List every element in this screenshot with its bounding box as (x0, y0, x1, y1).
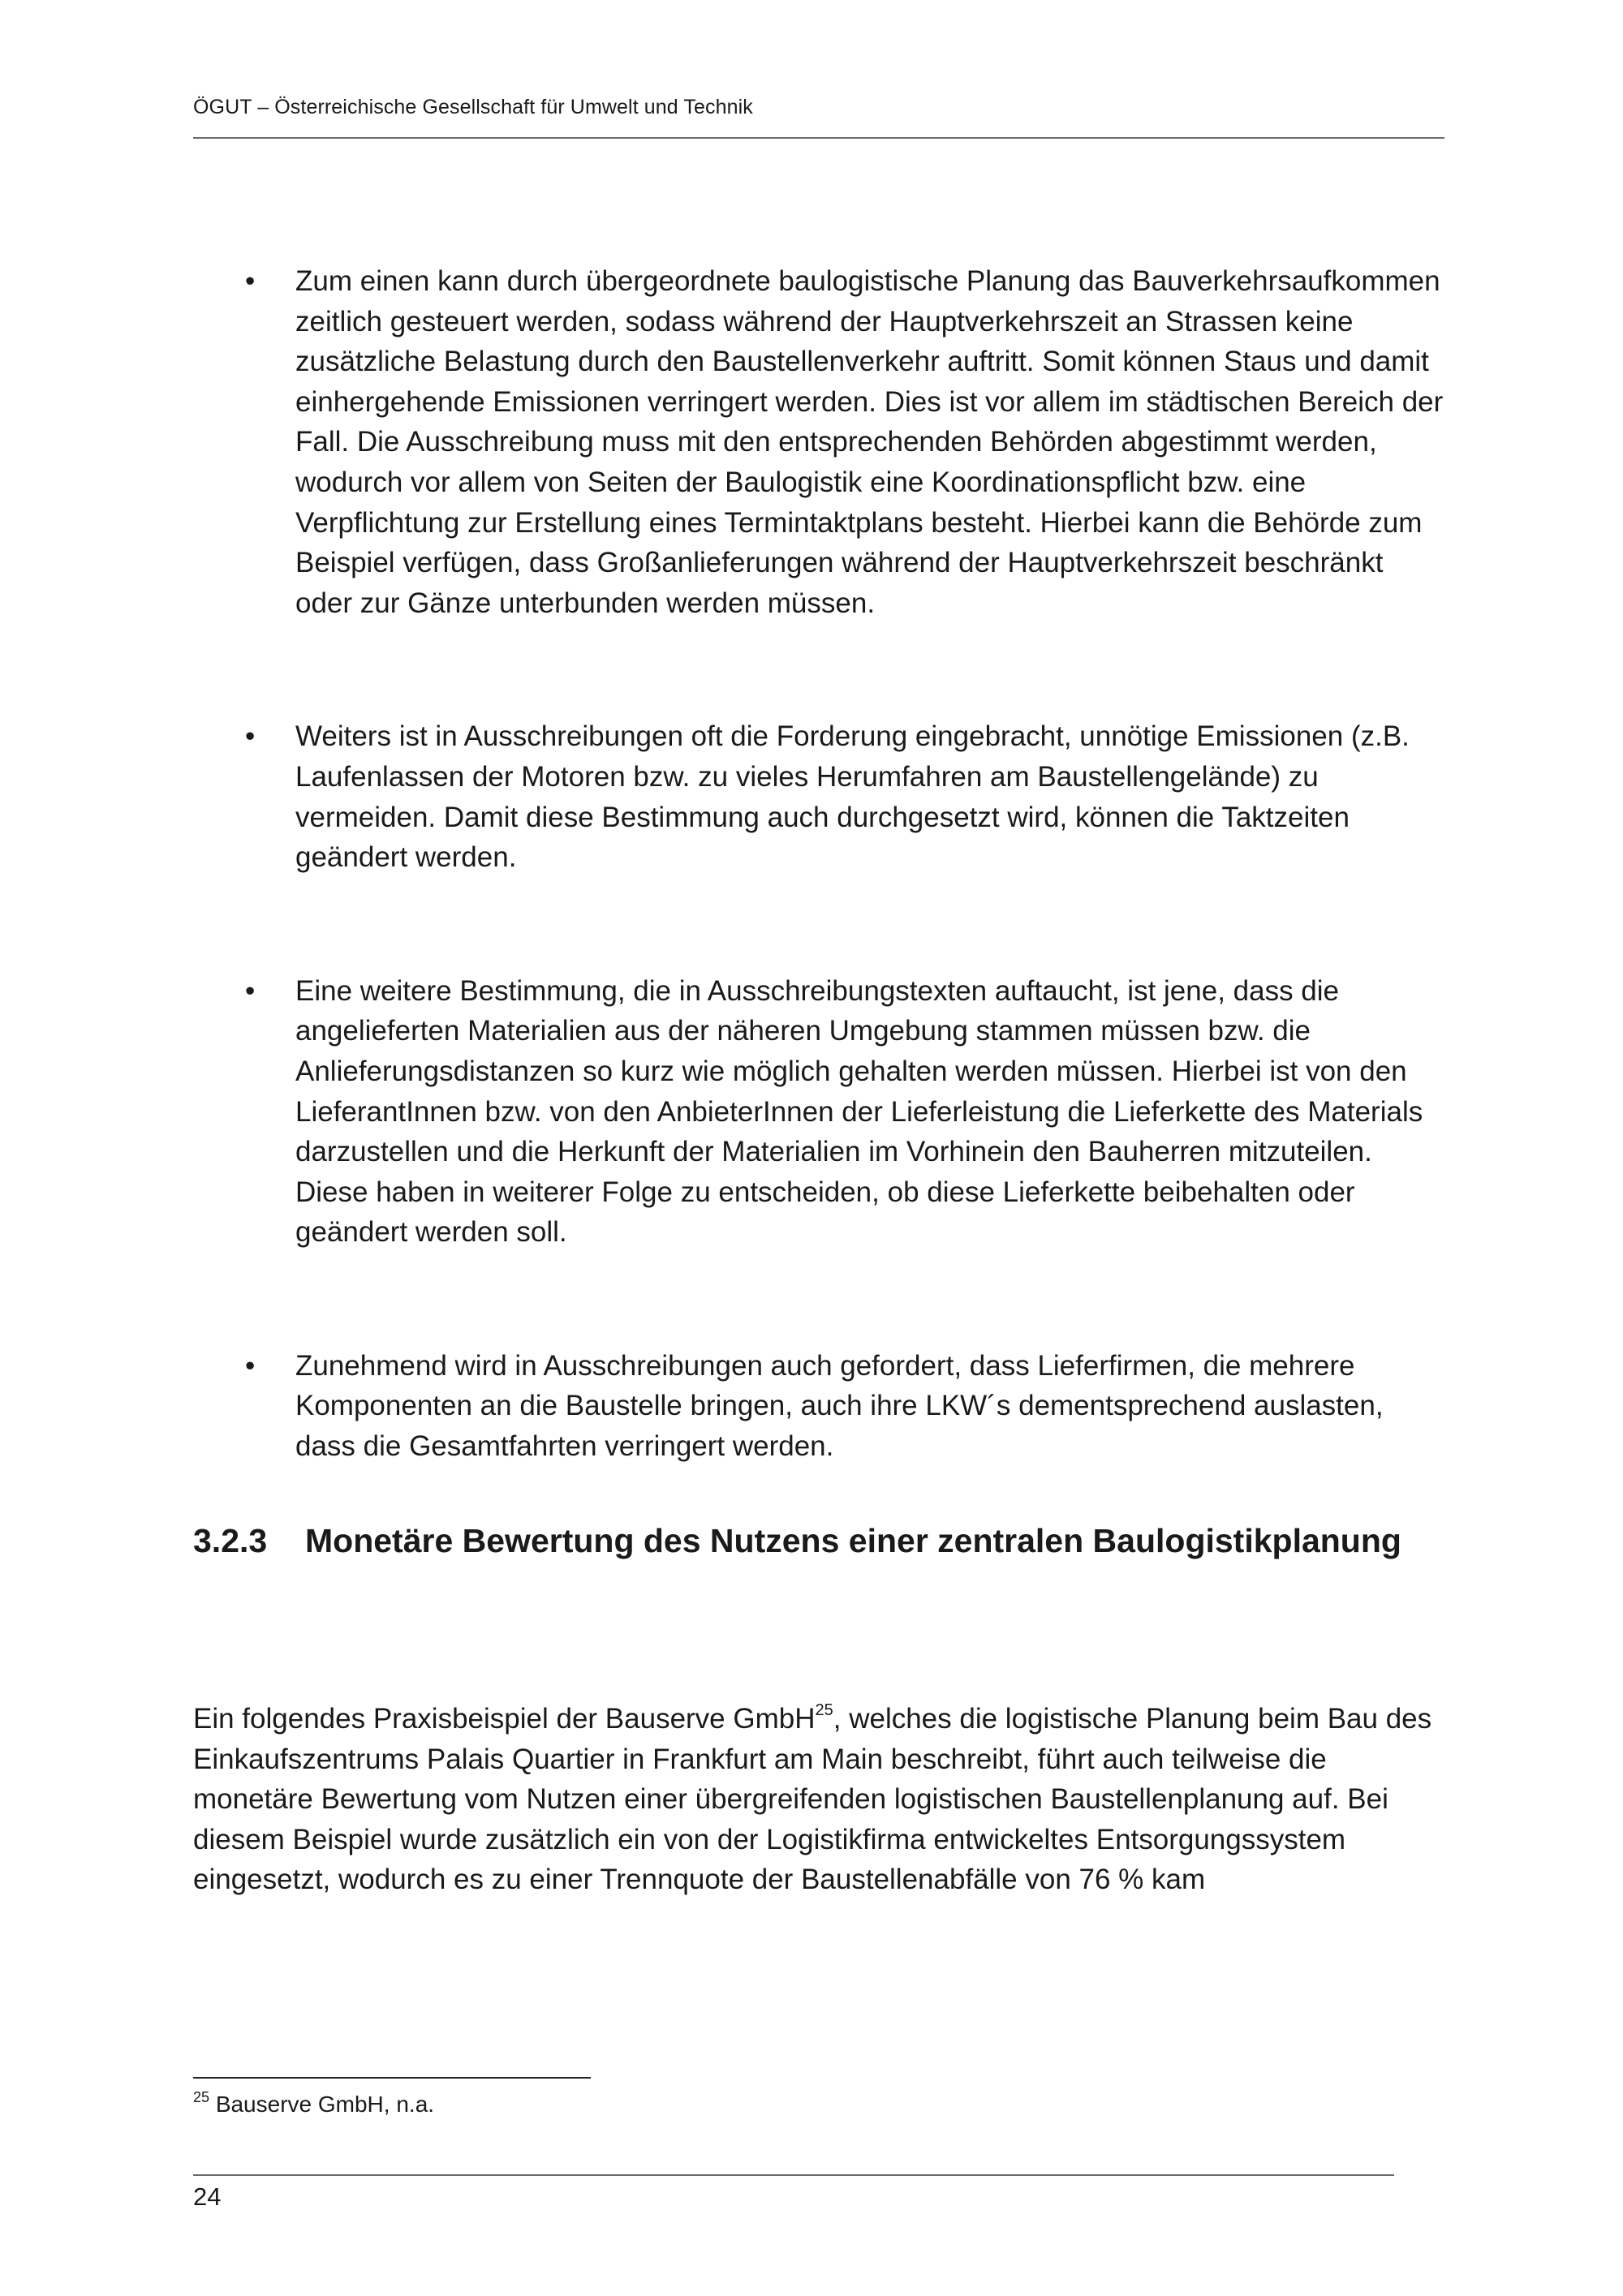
paragraph-text-end: , welches die logistische Planung beim Bau des Einkaufszentrums Palais Quartier in Frankfurt am Main beschreibt, führt auch teilweise die monetäre Bewertung vom Nutzen einer übergreifenden logistischen Baustellenplanung auf. Bei diesem Beispiel wurde zusätzlich ein von der Logistikfirma entwickeltes Entsorgungssystem eingesetzt, wodurch es zu einer Trennquote der Baustellenabfälle von 76 % kam (193, 1703, 1432, 1896)
bullet-text: Zum einen kann durch übergeordnete baulogistische Planung das Bauverkehrsaufkommen zeitlich gesteuert werden, sodass während der Hauptverkehrszeit an Strassen keine zusätzliche Belastung durch den Baustellenverkehr auftritt. Somit können Staus und damit einhergehende Emissionen verringert werden. Dies ist vor allem im städtischen Bereich der Fall. Die Ausschreibung muss mit den entsprechenden Behörden abgestimmt werden, wodurch vor allem von Seiten der Baulogistik eine Koordinationspflicht bzw. eine Verpflichtung zur Erstellung eines Termintaktplans besteht. Hierbei kann die Behörde zum Beispiel verfügen, dass Großanlieferungen während der Hauptverkehrszeit beschränkt oder zur Gänze unterbunden werden müssen. (295, 265, 1444, 619)
bullet-marker: • (245, 974, 256, 1007)
bullet-item (193, 716, 1444, 877)
section-title: Monetäre Bewertung des Nutzens einer zentralen Baulogistikplanung (305, 1522, 1401, 1559)
bullet-text: Zunehmend wird in Ausschreibungen auch gefordert, dass Lieferfirmen, die mehrere Komponenten an die Baustelle bringen, auch ihre LKW´s dementsprechend auslasten, dass die Gesamtfahrten verringert werden. (295, 1349, 1384, 1463)
bullet-list (193, 261, 1444, 1467)
bullet-item (193, 261, 1444, 623)
footer-separator (193, 2174, 1394, 2176)
footnote-reference[interactable]: 25 (815, 1701, 833, 1719)
paragraph-text-start: Ein folgendes Praxisbeispiel der Bauserve GmbH (193, 1703, 816, 1735)
bullet-text: Eine weitere Bestimmung, die in Ausschreibungstexten auftaucht, ist jene, dass die angelieferten Materialien aus der näheren Umgebung stammen müssen bzw. die Anlieferungsdistanzen so kurz wie möglich gehalten werden müssen. Hierbei ist von den LieferantInnen bzw. von den AnbieterInnen der Lieferleistung die Lieferkette des Materials darzustellen und die Herkunft der Materialien im Vorhinein den Bauherren mitzuteilen. Diese haben in weiterer Folge zu entscheiden, ob diese Lieferkette beibehalten oder geändert werden soll. (295, 974, 1423, 1249)
section-number: 3.2.3 (193, 1522, 268, 1559)
bullet-marker: • (245, 720, 256, 753)
bullet-marker: • (245, 1349, 256, 1382)
footnote-number: 25 (193, 2089, 210, 2105)
body-paragraph (193, 1699, 1444, 1900)
bullet-text: Weiters ist in Ausschreibungen oft die Forderung eingebracht, unnötige Emissionen (z.B. Laufenlassen der Motoren bzw. zu vieles Herumfahren am Baustellengelände) zu vermeiden. Damit diese Bestimmung auch durchgesetzt wird, können die Taktzeiten geändert werden. (295, 720, 1410, 874)
footnote (193, 2089, 435, 2118)
section-heading (193, 1516, 1444, 1566)
footnote-separator (193, 2077, 591, 2079)
running-header: ÖGUT – Österreichische Gesellschaft für Umwelt und Technik (193, 96, 1444, 139)
page-number: 24 (193, 2182, 222, 2211)
bullet-marker: • (245, 265, 256, 297)
bullet-item (193, 971, 1444, 1253)
footnote-text: Bauserve GmbH, n.a. (215, 2092, 435, 2117)
bullet-item (193, 1346, 1444, 1467)
